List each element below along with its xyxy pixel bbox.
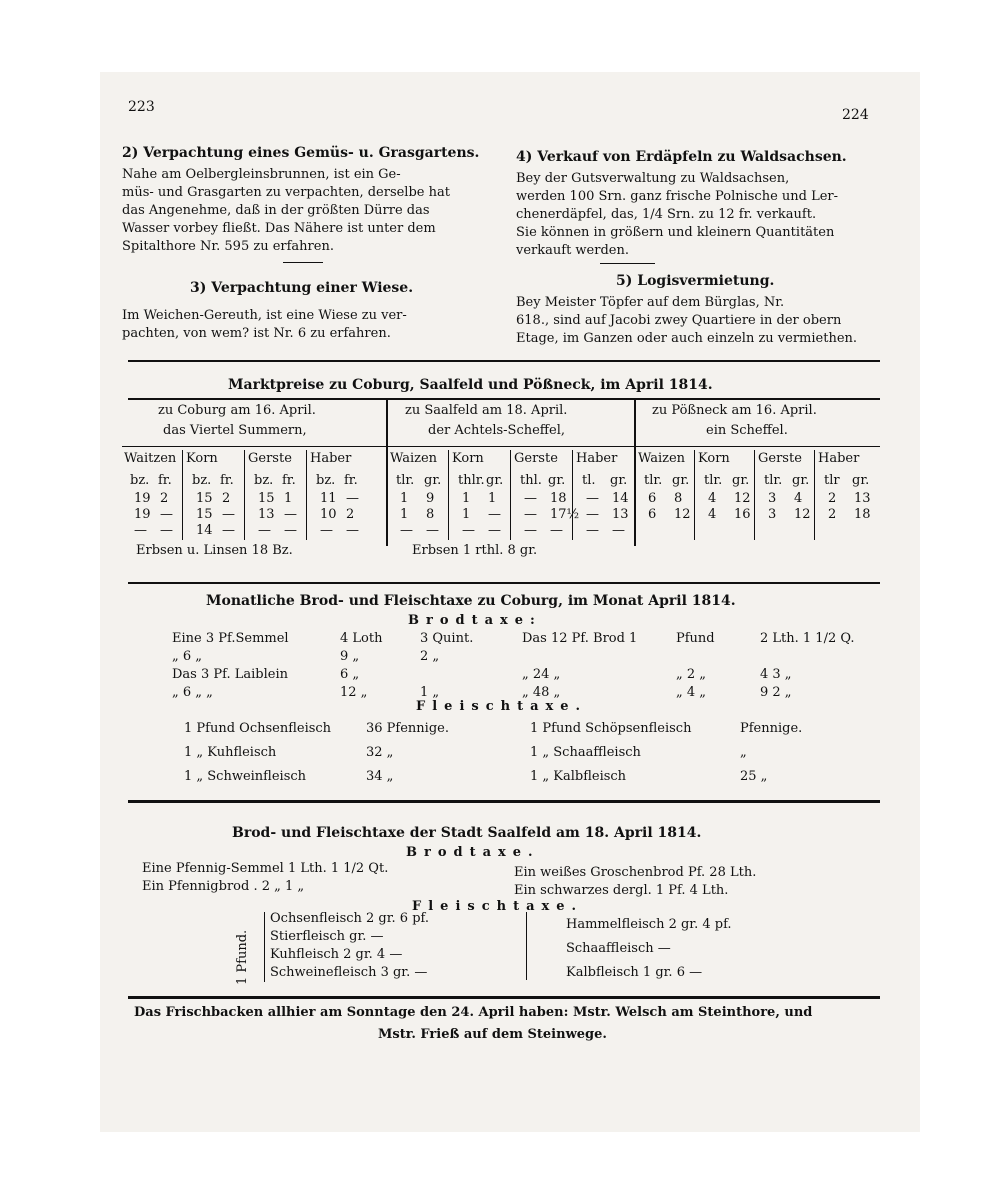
price-cell: 12: [734, 491, 751, 506]
price-cell: 10: [320, 507, 337, 522]
brod-cell: 9 2 „: [760, 685, 792, 700]
price-cell: 12: [674, 507, 691, 522]
unit-label: fr.: [158, 473, 172, 488]
column-divider: [182, 450, 183, 540]
saalfeld-fleisch-left: Ochsenfleisch 2 gr. 6 pf.: [270, 911, 430, 926]
brod-cell: 1 „: [420, 685, 440, 700]
unit-label: tlr: [824, 473, 840, 488]
price-cell: —: [462, 523, 475, 538]
section-rule: [128, 582, 880, 584]
unit-label: gr.: [672, 473, 690, 488]
notice-4-line: verkauft werden.: [516, 243, 629, 258]
column-divider: [572, 450, 573, 540]
brod-cell: „ 6 „ „: [172, 685, 213, 700]
price-cell: 4: [794, 491, 803, 506]
notice-2-line: das Angenehme, daß in der größten Dürre das: [122, 203, 430, 218]
brod-cell: 4 Loth: [340, 631, 383, 646]
unit-label: tlr.: [764, 473, 783, 488]
price-cell: 2: [828, 507, 837, 522]
column-header: Korn: [698, 451, 730, 466]
fleisch-cell: 1 „ Schweinfleisch: [184, 769, 307, 784]
price-cell: 15: [196, 507, 213, 522]
column-header: Korn: [186, 451, 218, 466]
notice-5-line: Etage, im Ganzen oder auch einzeln zu vermiethen.: [516, 331, 858, 346]
price-cell: —: [320, 523, 333, 538]
price-cell: 13: [258, 507, 275, 522]
column-header: Waizen: [638, 451, 686, 466]
brod-cell: 2 „: [420, 649, 440, 664]
price-cell: 14: [612, 491, 629, 506]
price-cell: 1: [488, 491, 497, 506]
price-cell: 14: [196, 523, 213, 538]
fleisch-cell: 1 „ Kalbfleisch: [530, 769, 627, 784]
price-cell: 3: [768, 491, 777, 506]
table-rule: [122, 446, 880, 447]
unit-label: gr.: [852, 473, 870, 488]
price-cell: —: [160, 507, 173, 522]
notice-2-line: Spitalthore Nr. 595 zu erfahren.: [122, 239, 334, 254]
saalfeld-taxe-title: Brod- und Fleischtaxe der Stadt Saalfeld am 18. April 1814.: [232, 825, 702, 841]
notice-3-title: 3) Verpachtung einer Wiese.: [190, 280, 414, 296]
column-header: Gerste: [248, 451, 292, 466]
price-cell: 1: [462, 507, 471, 522]
notice-2-line: müs- und Grasgarten zu verpachten, derselbe hat: [122, 185, 450, 200]
saalfeld-fleisch-left: Kuhfleisch 2 gr. 4 —: [270, 947, 403, 962]
unit-label: gr.: [424, 473, 442, 488]
price-cell: 1: [400, 507, 409, 522]
pfund-label: 1 Pfund.: [235, 929, 250, 985]
price-cell: 18: [854, 507, 871, 522]
unit-label: fr.: [282, 473, 296, 488]
page-number-right: 224: [842, 107, 869, 123]
price-cell: 13: [854, 491, 871, 506]
unit-label: fr.: [220, 473, 234, 488]
brod-cell: 2 Lth. 1 1/2 Q.: [760, 631, 855, 646]
unit-label: fr.: [344, 473, 358, 488]
price-cell: 8: [674, 491, 683, 506]
saalfeld-fleisch-head: Fleischtaxe.: [412, 899, 584, 914]
price-cell: —: [400, 523, 413, 538]
brod-cell: „ 4 „: [676, 685, 707, 700]
price-cell: 1: [284, 491, 293, 506]
fleisch-cell: 1 Pfund Schöpsenfleisch: [530, 721, 692, 736]
notice-2-line: Nahe am Oelbergleinsbrunnen, ist ein Ge-: [122, 167, 401, 182]
price-cell: —: [346, 523, 359, 538]
price-cell: —: [586, 491, 599, 506]
price-cell: 19: [134, 507, 151, 522]
price-cell: 13: [612, 507, 629, 522]
brod-cell: „ 48 „: [522, 685, 561, 700]
unit-label: tl.: [582, 473, 596, 488]
brod-cell: Das 3 Pf. Laiblein: [172, 667, 288, 682]
saalfeld-brod-right: Ein schwarzes dergl. 1 Pf. 4 Lth.: [514, 883, 729, 898]
price-cell: —: [284, 523, 297, 538]
unit-label: bz.: [130, 473, 150, 488]
coburg-fleisch-head: Fleischtaxe.: [416, 699, 588, 714]
price-cell: 15: [258, 491, 275, 506]
unit-label: gr.: [792, 473, 810, 488]
fleisch-cell: Pfennige.: [740, 721, 803, 736]
price-cell: 1: [462, 491, 471, 506]
column-divider: [244, 450, 245, 540]
saalfeld-fleisch-right: Hammelfleisch 2 gr. 4 pf.: [566, 917, 732, 932]
saalfeld-fleisch-left: Schweinefleisch 3 gr. —: [270, 965, 428, 980]
coburg-subhead: das Viertel Summern,: [163, 423, 307, 438]
notice-5-title: 5) Logisvermietung.: [616, 273, 775, 289]
fleisch-cell: 34 „: [366, 769, 394, 784]
price-cell: —: [524, 491, 537, 506]
notice-4-title: 4) Verkauf von Erdäpfeln zu Waldsachsen.: [516, 149, 847, 165]
brod-cell: 3 Quint.: [420, 631, 474, 646]
price-cell: 15: [196, 491, 213, 506]
price-cell: —: [222, 523, 235, 538]
unit-label: gr.: [486, 473, 504, 488]
coburg-footer: Erbsen u. Linsen 18 Bz.: [136, 543, 293, 558]
section-rule: [128, 800, 880, 803]
brod-cell: 4 3 „: [760, 667, 792, 682]
divider: [600, 263, 655, 264]
saalfeld-brod-right: Ein weißes Groschenbrod Pf. 28 Lth.: [514, 865, 757, 880]
price-cell: 2: [346, 507, 355, 522]
price-cell: 4: [708, 507, 717, 522]
column-divider: [814, 450, 815, 540]
price-cell: 16: [734, 507, 751, 522]
price-cell: 17½: [550, 507, 580, 522]
saalfeld-brod-left: Eine Pfennig-Semmel 1 Lth. 1 1/2 Qt.: [142, 861, 389, 876]
saalfeld-fleisch-right: Kalbfleisch 1 gr. 6 —: [566, 965, 703, 980]
column-header: Korn: [452, 451, 484, 466]
brod-cell: Pfund: [676, 631, 715, 646]
group-divider: [634, 400, 636, 546]
price-cell: —: [524, 507, 537, 522]
saalfeld-brod-head: Brodtaxe.: [406, 845, 540, 860]
fleisch-cell: 25 „: [740, 769, 768, 784]
price-cell: —: [134, 523, 147, 538]
price-cell: 18: [550, 491, 567, 506]
unit-label: gr.: [610, 473, 628, 488]
notice-2-title: 2) Verpachtung eines Gemüs- u. Grasgartens.: [122, 145, 480, 161]
price-cell: 4: [708, 491, 717, 506]
notice-4-line: chenerdäpfel, das, 1/4 Srn. zu 12 fr. verkauft.: [516, 207, 817, 222]
brod-cell: „ 2 „: [676, 667, 707, 682]
price-cell: 2: [828, 491, 837, 506]
price-cell: 12: [794, 507, 811, 522]
price-cell: 1: [400, 491, 409, 506]
unit-label: gr.: [548, 473, 566, 488]
market-title: Marktpreise zu Coburg, Saalfeld und Pößneck, im April 1814.: [228, 377, 713, 393]
fleisch-cell: 1 „ Schaaffleisch: [530, 745, 641, 760]
brod-cell: „ 24 „: [522, 667, 561, 682]
notice-3-line: Im Weichen-Gereuth, ist eine Wiese zu ver-: [122, 308, 407, 323]
column-divider: [306, 450, 307, 540]
fleisch-cell: 36 Pfennige.: [366, 721, 449, 736]
footer-line: Das Frischbacken allhier am Sonntage den 24. April haben: Mstr. Welsch am Steinthore, und: [134, 1005, 813, 1020]
fleisch-cell: 32 „: [366, 745, 394, 760]
price-cell: —: [346, 491, 359, 506]
notice-5-line: 618., sind auf Jacobi zwey Quartiere in der obern: [516, 313, 842, 328]
saalfeld-head: zu Saalfeld am 18. April.: [405, 403, 568, 418]
coburg-brod-head: Brodtaxe:: [408, 613, 542, 628]
price-cell: —: [586, 507, 599, 522]
brod-cell: Eine 3 Pf.Semmel: [172, 631, 289, 646]
fleisch-cell: 1 Pfund Ochsenfleisch: [184, 721, 332, 736]
price-cell: —: [222, 507, 235, 522]
price-cell: 2: [160, 491, 169, 506]
column-header: Waitzen: [124, 451, 177, 466]
column-divider: [526, 912, 527, 980]
price-cell: —: [488, 523, 501, 538]
price-cell: —: [524, 523, 537, 538]
unit-label: gr.: [732, 473, 750, 488]
notice-2-line: Wasser vorbey fließt. Das Nähere ist unter dem: [122, 221, 436, 236]
unit-label: thlr.: [458, 473, 485, 488]
column-header: Haber: [310, 451, 352, 466]
brod-cell: Das 12 Pf. Brod 1: [522, 631, 638, 646]
saalfeld-fleisch-right: Schaaffleisch —: [566, 941, 671, 956]
column-header: Haber: [818, 451, 860, 466]
price-cell: —: [426, 523, 439, 538]
price-cell: —: [586, 523, 599, 538]
page-number-left: 223: [128, 99, 155, 115]
fleisch-cell: 1 „ Kuhfleisch: [184, 745, 277, 760]
price-cell: —: [550, 523, 563, 538]
brod-cell: 12 „: [340, 685, 368, 700]
column-divider: [694, 450, 695, 540]
group-divider: [386, 400, 388, 546]
price-cell: —: [160, 523, 173, 538]
column-divider: [510, 450, 511, 540]
saalfeld-footer: Erbsen 1 rthl. 8 gr.: [412, 543, 538, 558]
price-cell: 6: [648, 507, 657, 522]
coburg-head: zu Coburg am 16. April.: [158, 403, 316, 418]
footer-line: Mstr. Frieß auf dem Steinwege.: [378, 1027, 607, 1042]
price-cell: —: [612, 523, 625, 538]
section-rule: [128, 996, 880, 999]
unit-label: tlr.: [396, 473, 415, 488]
notice-4-line: Sie können in größern und kleinern Quantitäten: [516, 225, 835, 240]
brod-cell: 6 „: [340, 667, 360, 682]
price-cell: 19: [134, 491, 151, 506]
saalfeld-subhead: der Achtels-Scheffel,: [428, 423, 566, 438]
column-header: Gerste: [514, 451, 558, 466]
column-header: Waizen: [390, 451, 438, 466]
unit-label: thl.: [520, 473, 542, 488]
price-cell: —: [258, 523, 271, 538]
unit-label: tlr.: [644, 473, 663, 488]
brod-cell: 9 „: [340, 649, 360, 664]
column-divider: [754, 450, 755, 540]
notice-5-line: Bey Meister Töpfer auf dem Bürglas, Nr.: [516, 295, 785, 310]
saalfeld-brod-left: Ein Pfennigbrod . 2 „ 1 „: [142, 879, 305, 894]
bracket-line: [264, 912, 265, 982]
price-cell: 2: [222, 491, 231, 506]
fleisch-cell: „: [740, 745, 747, 760]
poessneck-subhead: ein Scheffel.: [706, 423, 788, 438]
notice-4-line: werden 100 Srn. ganz frische Polnische und Ler-: [516, 189, 839, 204]
unit-label: bz.: [316, 473, 336, 488]
saalfeld-fleisch-left: Stierfleisch gr. —: [270, 929, 384, 944]
section-rule: [128, 360, 880, 362]
unit-label: bz.: [254, 473, 274, 488]
price-cell: —: [488, 507, 501, 522]
divider: [283, 262, 323, 263]
unit-label: bz.: [192, 473, 212, 488]
price-cell: 8: [426, 507, 435, 522]
column-header: Gerste: [758, 451, 802, 466]
coburg-taxe-title: Monatliche Brod- und Fleischtaxe zu Coburg, im Monat April 1814.: [206, 593, 736, 609]
brod-cell: „ 6 „: [172, 649, 203, 664]
price-cell: 9: [426, 491, 435, 506]
table-rule: [128, 398, 880, 400]
column-header: Haber: [576, 451, 618, 466]
column-divider: [448, 450, 449, 540]
price-cell: —: [284, 507, 297, 522]
price-cell: 3: [768, 507, 777, 522]
poessneck-head: zu Pößneck am 16. April.: [652, 403, 817, 418]
price-cell: 6: [648, 491, 657, 506]
price-cell: 11: [320, 491, 337, 506]
notice-3-line: pachten, von wem? ist Nr. 6 zu erfahren.: [122, 326, 391, 341]
notice-4-line: Bey der Gutsverwaltung zu Waldsachsen,: [516, 171, 790, 186]
unit-label: tlr.: [704, 473, 723, 488]
